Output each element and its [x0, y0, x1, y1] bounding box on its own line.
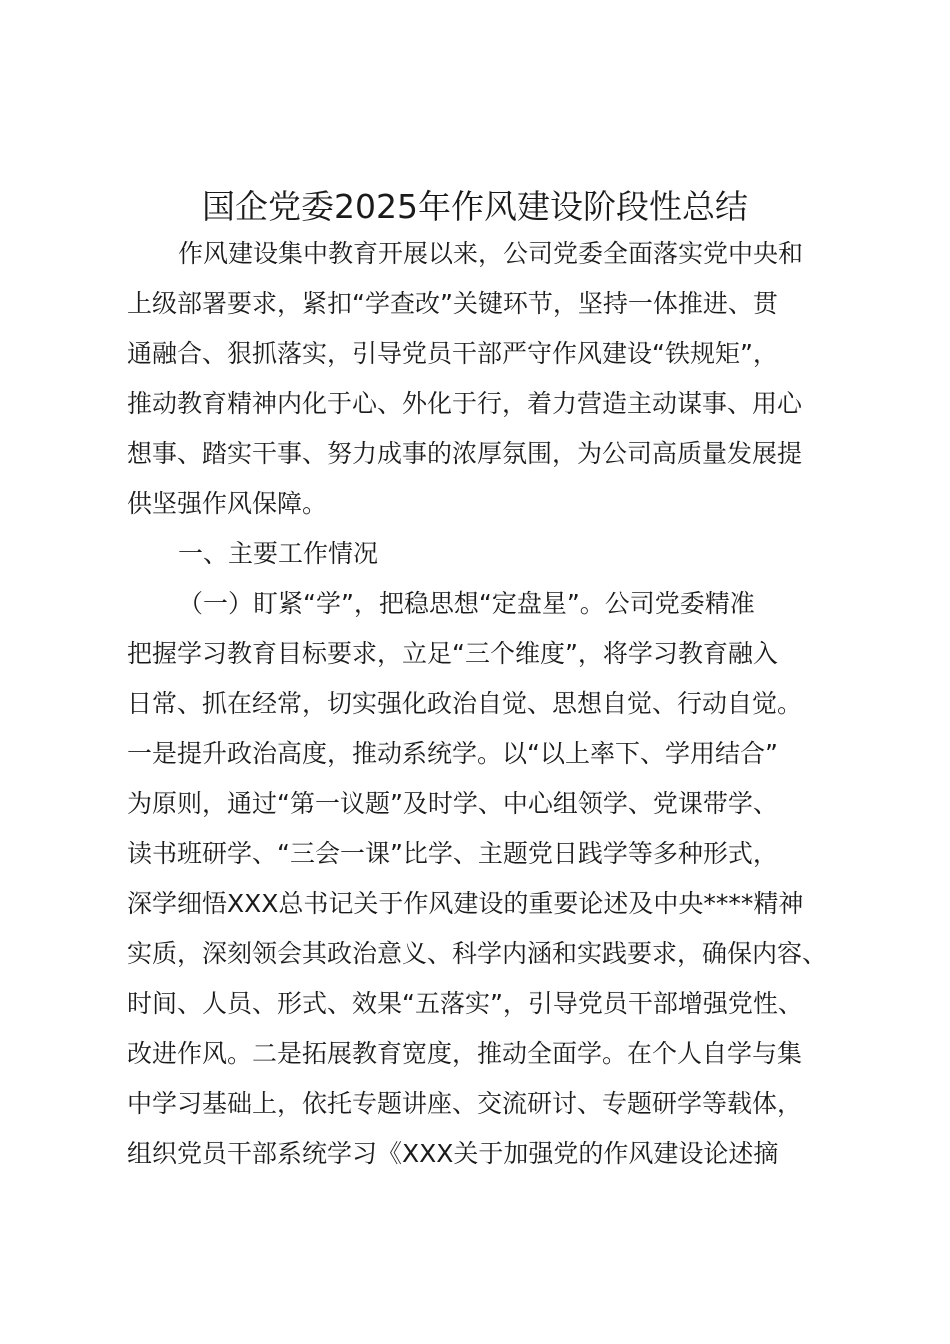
- section-heading: 一、主要工作情况: [178, 539, 379, 568]
- paragraph-intro-line-3: 通融合、狠抓落实，引导党员干部严守作风建设“铁规矩”，: [127, 339, 778, 368]
- paragraph-body-line-8: 实质，深刻领会其政治意义、科学内涵和实践要求，确保内容、: [127, 939, 828, 968]
- paragraph-body-line-6: 读书班研学、“三会一课”比学、主题党日践学等多种形式，: [127, 839, 778, 868]
- paragraph-intro-line-2: 上级部署要求，紧扣“学查改”关键环节，坚持一体推进、贯: [127, 289, 778, 318]
- paragraph-intro-line-6: 供坚强作风保障。: [127, 489, 328, 518]
- paragraph-body-line-10: 改进作风。二是拓展教育宽度，推动全面学。在个人自学与集: [127, 1039, 803, 1068]
- document-title: 国企党委2025年作风建设阶段性总结: [202, 187, 748, 226]
- paragraph-body-line-4: 一是提升政治高度，推动系统学。以“以上率下、学用结合”: [127, 739, 778, 768]
- paragraph-body-line-1: （一）盯紧“学”，把稳思想“定盘星”。公司党委精准: [178, 589, 755, 618]
- paragraph-body-line-12: 组织党员干部系统学习《XXX关于加强党的作风建设论述摘: [127, 1139, 779, 1168]
- paragraph-intro-line-1: 作风建设集中教育开展以来，公司党委全面落实党中央和: [178, 239, 804, 268]
- paragraph-body-line-9: 时间、人员、形式、效果“五落实”，引导党员干部增强党性、: [127, 989, 803, 1018]
- paragraph-body-line-7: 深学细悟XXX总书记关于作风建设的重要论述及中央****精神: [127, 889, 804, 918]
- paragraph-body-line-3: 日常、抓在经常，切实强化政治自觉、思想自觉、行动自觉。: [127, 689, 803, 718]
- paragraph-intro-line-4: 推动教育精神内化于心、外化于行，着力营造主动谋事、用心: [127, 389, 803, 418]
- paragraph-body-line-5: 为原则，通过“第一议题”及时学、中心组领学、党课带学、: [127, 789, 778, 818]
- paragraph-intro-line-5: 想事、踏实干事、努力成事的浓厚氛围，为公司高质量发展提: [127, 439, 803, 468]
- paragraph-body-line-11: 中学习基础上，依托专题讲座、交流研讨、专题研学等载体，: [127, 1089, 803, 1118]
- paragraph-body-line-2: 把握学习教育目标要求，立足“三个维度”，将学习教育融入: [127, 639, 778, 668]
